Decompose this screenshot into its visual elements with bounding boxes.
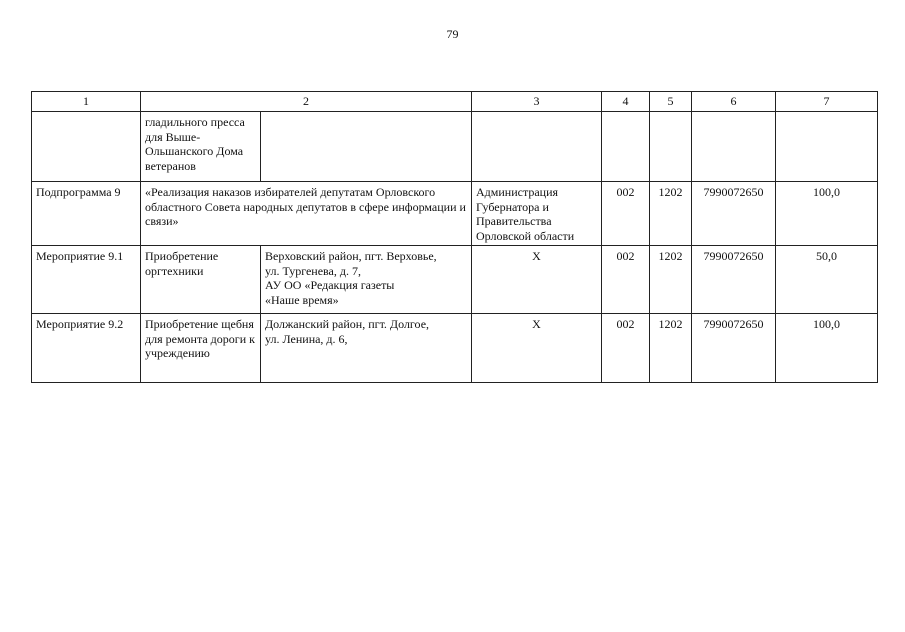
header-cell-2: 2: [141, 92, 472, 112]
cell-code-4: 002: [602, 314, 650, 383]
cell-address: Должанский район, пгт. Долгое, ул. Ленина, д. 6,: [261, 314, 472, 383]
table-row: [32, 182, 878, 246]
cell-program: [32, 112, 141, 182]
cell-amount: 50,0: [776, 246, 878, 314]
cell-amount: 100,0: [776, 314, 878, 383]
cell-executor: Администрация Губернатора и Правительства Орловской области: [472, 182, 602, 246]
cell-executor: Х: [472, 246, 602, 314]
cell-name: Приобретение оргтехники: [141, 246, 261, 314]
header-cell-3: 3: [472, 92, 602, 112]
header-cell-6: 6: [692, 92, 776, 112]
cell-code-5: 1202: [650, 314, 692, 383]
cell-code-6: [692, 112, 776, 182]
cell-code-4: [602, 112, 650, 182]
table-row: [32, 246, 878, 314]
header-cell-5: 5: [650, 92, 692, 112]
cell-program: Мероприятие 9.1: [32, 246, 141, 314]
cell-program: Мероприятие 9.2: [32, 314, 141, 383]
page-number: 79: [446, 27, 459, 41]
cell-code-4: 002: [602, 246, 650, 314]
cell-code-5: 1202: [650, 182, 692, 246]
cell-code-4: 002: [602, 182, 650, 246]
cell-amount: 100,0: [776, 182, 878, 246]
cell-address: [261, 112, 472, 182]
table-row: [32, 112, 878, 182]
cell-program: Подпрограмма 9: [32, 182, 141, 246]
header-cell-4: 4: [602, 92, 650, 112]
cell-code-5: [650, 112, 692, 182]
cell-subprogram-name: «Реализация наказов избирателей депутатам Орловского областного Совета народных депутатов в сфере информации и связи»: [141, 182, 472, 246]
header-cell-7: 7: [776, 92, 878, 112]
table-header-row: [32, 92, 878, 112]
table-row: [32, 314, 878, 383]
cell-executor: [472, 112, 602, 182]
cell-code-5: 1202: [650, 246, 692, 314]
cell-executor: Х: [472, 314, 602, 383]
cell-code-6: 7990072650: [692, 182, 776, 246]
cell-name: гладильного пресса для Выше-Ольшанского Дома ветеранов: [141, 112, 261, 182]
cell-amount: [776, 112, 878, 182]
header-cell-1: 1: [32, 92, 141, 112]
cell-code-6: 7990072650: [692, 314, 776, 383]
cell-address: Верховский район, пгт. Верховье, ул. Тургенева, д. 7, АУ ОО «Редакция газеты «Наше время»: [261, 246, 472, 314]
budget-table: [31, 91, 878, 383]
cell-code-6: 7990072650: [692, 246, 776, 314]
cell-name: Приобретение щебня для ремонта дороги к учреждению: [141, 314, 261, 383]
